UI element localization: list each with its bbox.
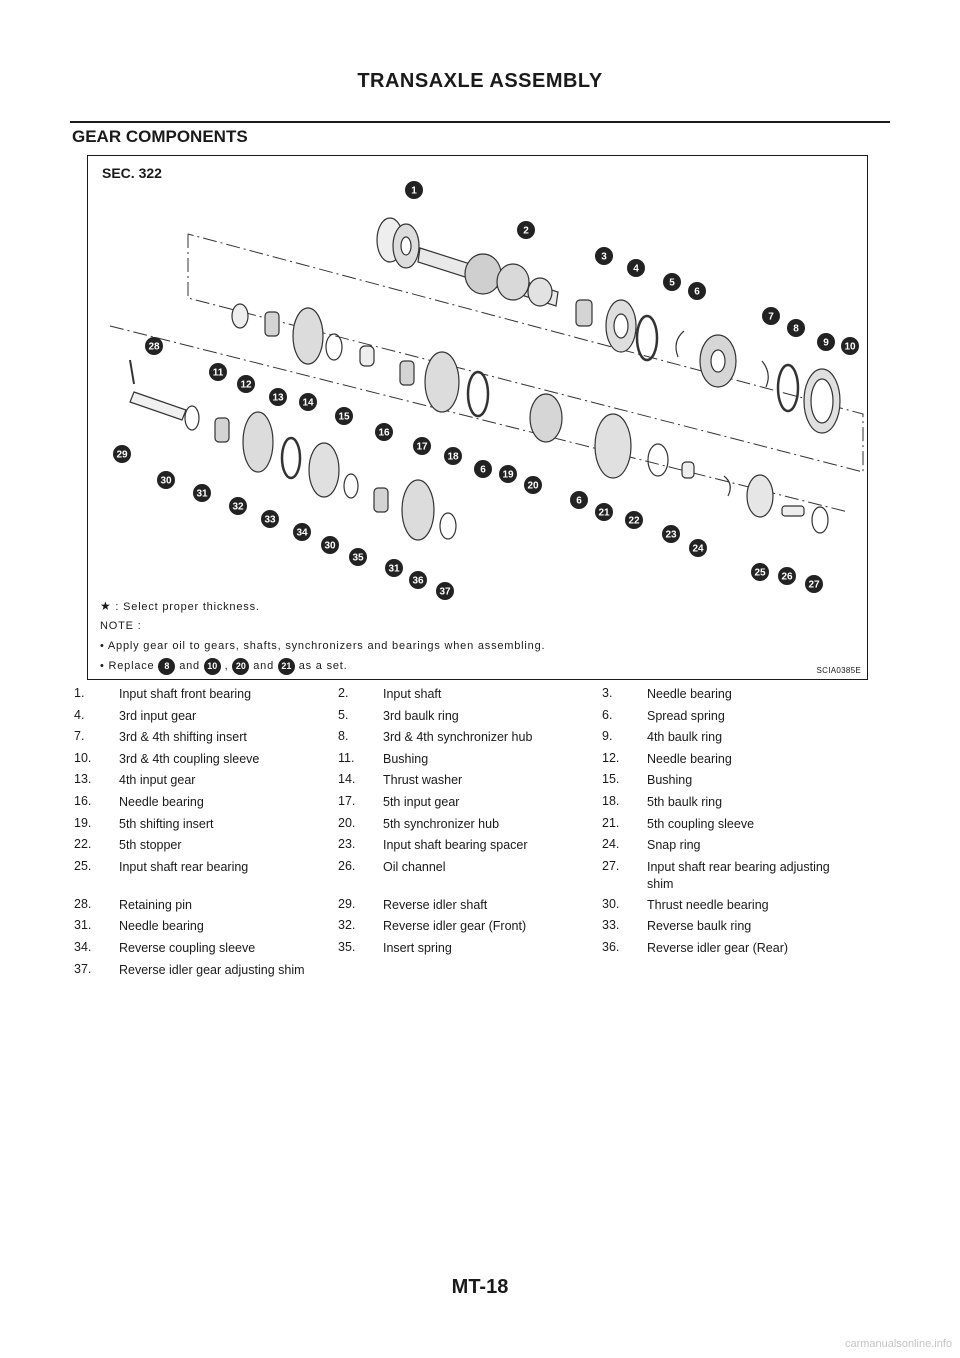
figure-notes: [100, 596, 840, 676]
legend-item-label: Needle bearing: [647, 687, 732, 701]
callout-marker: [405, 181, 423, 199]
callout-number: 18: [447, 451, 459, 463]
needle-bearing-16-part: [400, 361, 414, 385]
legend-item: [602, 686, 866, 704]
callout-number: 19: [502, 469, 514, 481]
thrust-needle-bearing-30-part: [185, 406, 199, 430]
callout-marker: [805, 575, 823, 593]
legend-item: [602, 940, 866, 958]
callout-marker: [444, 447, 462, 465]
callout-marker: [762, 307, 780, 325]
legend-item: [74, 816, 338, 834]
callout-marker: [157, 471, 175, 489]
header-rule: [70, 121, 890, 123]
legend-item-number: 12.: [602, 750, 620, 765]
legend-item-label: Insert spring: [383, 940, 452, 955]
callout-number: 15: [338, 411, 350, 423]
legend-item-label: 4th input gear: [119, 773, 196, 788]
legend-item-label: Needle bearing: [119, 794, 204, 809]
legend-item-number: 15.: [602, 772, 620, 787]
section-title: GEAR COMPONENTS: [72, 127, 248, 146]
adjusting-shim-27-part: [812, 507, 828, 533]
legend-item-label: 3rd baulk ring: [383, 708, 459, 723]
callout-number: 1: [411, 185, 417, 197]
callout-number: 6: [694, 286, 700, 298]
callout-marker: [261, 510, 279, 528]
callout-marker: [474, 460, 492, 478]
legend-item-number: 23.: [338, 837, 356, 852]
legend-item-label: 5th input gear: [383, 794, 460, 809]
input-shaft-part: [418, 248, 558, 306]
callout-marker: [209, 363, 227, 381]
callout-number: 6: [480, 464, 486, 476]
callout-marker: [778, 567, 796, 585]
callout-number: 25: [754, 567, 766, 579]
legend-item: [74, 772, 338, 790]
callout-number: 31: [388, 563, 400, 575]
legend-item-number: 34.: [74, 939, 92, 954]
legend-item-number: 28.: [74, 896, 92, 911]
callout-marker: [517, 221, 535, 239]
legend-item: [74, 837, 338, 855]
legend-item: [74, 686, 338, 704]
figure-code: SCIA0385E: [816, 666, 861, 675]
legend-item: [74, 962, 338, 980]
callout-marker: [787, 319, 805, 337]
callout-number: 9: [823, 337, 829, 349]
needle-bearing-31-part: [215, 418, 229, 442]
callout-number: 10: [844, 341, 856, 353]
legend-item: [338, 962, 602, 980]
ref-marker: 21: [278, 658, 295, 675]
callout-number: 33: [264, 514, 276, 526]
note-apply-gear-oil: • Apply gear oil to gears, shafts, synchronizers and bearings when assembling.: [100, 640, 546, 652]
legend-item-number: 27.: [602, 858, 620, 873]
adjusting-shim-37-part: [440, 513, 456, 539]
callout-marker: [688, 282, 706, 300]
callout-marker: [570, 491, 588, 509]
legend-item: [602, 918, 866, 936]
legend-item: [338, 837, 602, 855]
page-number: MT-18: [451, 1276, 509, 1298]
legend-item-label: 5th baulk ring: [647, 794, 723, 809]
legend-item-label: Oil channel: [383, 859, 446, 874]
legend-item-label: 3rd input gear: [119, 708, 197, 723]
callout-number: 31: [196, 488, 208, 500]
callout-marker: [627, 259, 645, 277]
legend-item: [338, 772, 602, 790]
legend-item-label: 3rd & 4th synchronizer hub: [383, 730, 533, 745]
replace-comma: ,: [224, 660, 229, 672]
legend-item: [602, 859, 866, 893]
ref-marker: 8: [158, 658, 175, 675]
callout-number: 8: [793, 323, 799, 335]
legend-item-label: 3rd & 4th shifting insert: [119, 730, 247, 745]
legend-item: [338, 708, 602, 726]
coupling-sleeve-10-part: [804, 369, 840, 433]
callout-number: 13: [272, 392, 284, 404]
legend-item-number: 11.: [338, 750, 355, 765]
replace-and: and: [253, 660, 275, 672]
legend-item: [338, 897, 602, 915]
callout-number: 3: [601, 251, 607, 263]
legend-row: [74, 897, 874, 915]
legend-item-number: 1.: [74, 686, 85, 700]
lower-train-parts: [130, 360, 456, 540]
legend-item-label: Reverse coupling sleeve: [119, 940, 256, 955]
legend-item-number: 35.: [338, 939, 356, 954]
callout-marker: [689, 539, 707, 557]
legend-item-label: Thrust needle bearing: [647, 897, 769, 912]
legend-row: [74, 772, 874, 790]
callout-number: 29: [116, 449, 128, 461]
legend-item-label: 5th stopper: [119, 838, 182, 853]
legend-item: [74, 729, 338, 747]
legend-row: [74, 918, 874, 936]
legend-item-number: 24.: [602, 837, 620, 852]
replace-prefix: • Replace: [100, 660, 155, 672]
legend-row: [74, 837, 874, 855]
callout-marker: [499, 465, 517, 483]
fifth-stopper-part: [648, 444, 668, 476]
legend-item-number: 25.: [74, 858, 92, 873]
retaining-pin-part: [130, 360, 134, 384]
legend-item-number: 36.: [602, 939, 620, 954]
legend-item-label: 5th shifting insert: [119, 816, 214, 831]
rear-bearing-25-part: [747, 475, 773, 517]
legend-item-number: 3.: [602, 686, 613, 700]
legend-item-number: 2.: [338, 686, 349, 700]
watermark-text: carmanualsonline.info: [844, 1338, 952, 1350]
middle-train-parts: [232, 304, 828, 533]
third-gear-part: [606, 300, 636, 352]
thrust-needle-bearing-30b-part: [344, 474, 358, 498]
synchronizer-hub-8-part: [700, 335, 736, 387]
legend-item-label: Input shaft rear bearing adjusting shim: [647, 859, 830, 891]
page-header: TRANSAXLE ASSEMBLY: [357, 70, 603, 92]
legend-item-number: 37.: [74, 961, 92, 976]
callout-marker: [524, 476, 542, 494]
legend-item-number: 16.: [74, 793, 92, 808]
needle-bearing-3-part: [576, 300, 592, 326]
callout-marker: [625, 511, 643, 529]
legend-item: [602, 897, 866, 915]
third-baulk-ring-part: [637, 316, 657, 360]
coupling-sleeve-21-part: [595, 414, 631, 478]
reverse-gear-front-part: [243, 412, 273, 472]
legend-item-label: Input shaft front bearing: [119, 687, 252, 701]
legend-item-number: 31.: [74, 918, 92, 933]
legend-item-number: [338, 962, 383, 980]
fourth-baulk-ring-part: [778, 365, 798, 411]
legend-item-number: 18.: [602, 793, 620, 808]
legend-item-label: Reverse idler shaft: [383, 897, 488, 912]
note-label: NOTE :: [100, 620, 142, 632]
bearing-spacer-23-part: [682, 462, 694, 478]
needle-bearing-12-part: [265, 312, 279, 336]
legend-item-label: Reverse baulk ring: [647, 919, 752, 934]
bushing-15-part: [360, 346, 374, 366]
callout-marker: [817, 333, 835, 351]
note-replace-set: [100, 656, 840, 676]
legend-item: [338, 918, 602, 936]
section-code-label: SEC. 322: [102, 165, 162, 181]
callout-number: 24: [692, 543, 704, 555]
legend-item-number: 26.: [338, 858, 356, 873]
legend-item: [338, 816, 602, 834]
legend-item-number: 22.: [74, 837, 92, 852]
fourth-gear-part: [293, 308, 323, 364]
callout-number: 23: [665, 529, 677, 541]
legend-item-label: 5th synchronizer hub: [383, 816, 500, 831]
legend-item-number: 10.: [74, 750, 92, 765]
legend-item: [602, 962, 866, 980]
front-bearing-part: [377, 218, 419, 268]
legend-item-label: Needle bearing: [647, 751, 732, 766]
ref-marker: 10: [204, 658, 221, 675]
legend-item-label: Needle bearing: [119, 919, 204, 934]
legend-item-label: Bushing: [647, 773, 693, 788]
legend-item-number: 19.: [74, 815, 92, 830]
callout-marker: [375, 423, 393, 441]
callout-marker: [413, 437, 431, 455]
callout-marker: [595, 503, 613, 521]
legend-item: [74, 708, 338, 726]
legend-item-label: Input shaft: [383, 687, 442, 701]
legend-item-number: [602, 962, 647, 980]
select-thickness-text: : Select proper thickness.: [115, 601, 260, 613]
callout-number: 32: [232, 501, 244, 513]
callout-marker: [751, 563, 769, 581]
legend-item-number: 4.: [74, 707, 85, 722]
callout-number: 20: [527, 480, 539, 492]
exploded-diagram-figure: [87, 155, 868, 680]
legend-item: [338, 729, 602, 747]
callout-number: 35: [352, 552, 364, 564]
callout-number: 27: [808, 579, 820, 591]
callout-number: 12: [240, 379, 252, 391]
callout-number: 6: [576, 495, 582, 507]
legend-item: [74, 794, 338, 812]
legend-item-number: 13.: [74, 772, 92, 787]
callout-marker: [321, 536, 339, 554]
reverse-gear-rear-part: [402, 480, 434, 540]
legend-item-label: Reverse idler gear (Front): [383, 919, 527, 934]
callout-marker: [663, 273, 681, 291]
legend-row: [74, 686, 874, 704]
legend-item-number: 5.: [338, 707, 349, 722]
callout-number: 17: [416, 441, 428, 453]
callout-number: 28: [148, 341, 160, 353]
legend-item: [602, 837, 866, 855]
legend-item-label: Thrust washer: [383, 773, 463, 788]
legend-item-label: 3rd & 4th coupling sleeve: [119, 751, 260, 766]
replace-suffix: as a set.: [298, 660, 348, 672]
fifth-gear-part: [425, 352, 459, 412]
legend-item-label: Input shaft rear bearing: [119, 859, 249, 874]
callout-marker: [662, 525, 680, 543]
legend-item-number: 8.: [338, 729, 349, 744]
callout-number: 5: [669, 277, 675, 289]
oil-channel-26-part: [782, 506, 804, 516]
callout-marker: [229, 497, 247, 515]
legend-item-label: Retaining pin: [119, 897, 192, 912]
callout-marker: [113, 445, 131, 463]
callout-marker: [385, 559, 403, 577]
reverse-baulk-ring-part: [282, 438, 300, 478]
callout-marker: [335, 407, 353, 425]
legend-item: [74, 897, 338, 915]
legend-item: [338, 940, 602, 958]
legend-item-label: 4th baulk ring: [647, 730, 723, 745]
legend-row: [74, 794, 874, 812]
legend-item: [602, 708, 866, 726]
replace-and: and: [179, 660, 200, 672]
bushing-11-part: [232, 304, 248, 328]
callout-marker: [269, 388, 287, 406]
legend-item-label: Reverse idler gear (Rear): [647, 940, 789, 955]
legend-item: [338, 751, 602, 769]
legend-item-number: 29.: [338, 896, 356, 911]
legend-item-label: [383, 962, 602, 980]
callout-number: 30: [160, 475, 172, 487]
reverse-coupling-sleeve-part: [309, 443, 339, 497]
legend-item-number: 6.: [602, 707, 613, 722]
legend-item: [74, 751, 338, 769]
callout-number: 16: [378, 427, 390, 439]
legend-item: [602, 751, 866, 769]
callout-number: 34: [296, 527, 308, 539]
spread-spring-2-part: [762, 361, 768, 387]
callout-number: 21: [598, 507, 610, 519]
callout-number: 26: [781, 571, 793, 583]
legend-row: [74, 940, 874, 958]
callout-number: 14: [302, 397, 314, 409]
parts-legend: [74, 686, 874, 983]
needle-bearing-31b-part: [374, 488, 388, 512]
legend-item: [602, 772, 866, 790]
legend-item: [74, 940, 338, 958]
synchronizer-hub-20-part: [530, 394, 562, 442]
callout-marker: [237, 375, 255, 393]
legend-row: [74, 751, 874, 769]
callout-marker: [595, 247, 613, 265]
callout-number: 4: [633, 263, 639, 275]
callout-number: 30: [324, 540, 336, 552]
ref-marker: 20: [232, 658, 249, 675]
callout-marker: [145, 337, 163, 355]
legend-item-label: Bushing: [383, 751, 429, 766]
legend-item-label: Snap ring: [647, 838, 701, 853]
legend-item-label: Input shaft bearing spacer: [383, 838, 528, 853]
legend-row: [74, 729, 874, 747]
legend-item-label: Spread spring: [647, 708, 725, 723]
select-thickness-note: [100, 596, 840, 616]
callout-number: 2: [523, 225, 529, 237]
legend-item: [602, 729, 866, 747]
callout-marker: [299, 393, 317, 411]
callout-number: 22: [628, 515, 640, 527]
star-icon: ★: [100, 599, 112, 613]
legend-item-number: 32.: [338, 918, 356, 933]
legend-item: [602, 816, 866, 834]
legend-row: [74, 708, 874, 726]
callout-marker: [349, 548, 367, 566]
callout-number: 7: [768, 311, 774, 323]
legend-item-label: [647, 962, 866, 980]
reverse-idler-shaft-part: [130, 392, 186, 420]
callout-number: 36: [412, 575, 424, 587]
legend-item-number: 20.: [338, 815, 356, 830]
callout-markers: [113, 181, 859, 600]
callout-marker: [193, 484, 211, 502]
legend-item-label: Reverse idler gear adjusting shim: [119, 962, 305, 977]
legend-row: [74, 816, 874, 834]
snap-ring-24-part: [724, 476, 730, 496]
legend-item: [74, 859, 338, 893]
callout-marker: [409, 571, 427, 589]
legend-item-number: 17.: [338, 793, 356, 808]
legend-row: [74, 859, 874, 893]
legend-item-number: 14.: [338, 772, 356, 787]
fifth-baulk-ring-part: [468, 372, 488, 416]
spread-spring-part: [676, 331, 684, 357]
legend-item-number: 30.: [602, 896, 620, 911]
legend-item-number: 21.: [602, 815, 620, 830]
legend-item-number: 7.: [74, 729, 85, 744]
legend-item-number: 9.: [602, 729, 613, 744]
callout-marker: [293, 523, 311, 541]
callout-number: 11: [212, 367, 224, 379]
callout-number: 37: [439, 586, 451, 598]
legend-item: [338, 794, 602, 812]
legend-item: [338, 859, 602, 893]
thrust-washer-14-part: [326, 334, 342, 360]
legend-item: [602, 794, 866, 812]
legend-item: [74, 918, 338, 936]
legend-row: [74, 962, 874, 980]
legend-item-number: 33.: [602, 918, 620, 933]
callout-marker: [841, 337, 859, 355]
legend-item-label: 5th coupling sleeve: [647, 816, 755, 831]
legend-item: [338, 686, 602, 704]
